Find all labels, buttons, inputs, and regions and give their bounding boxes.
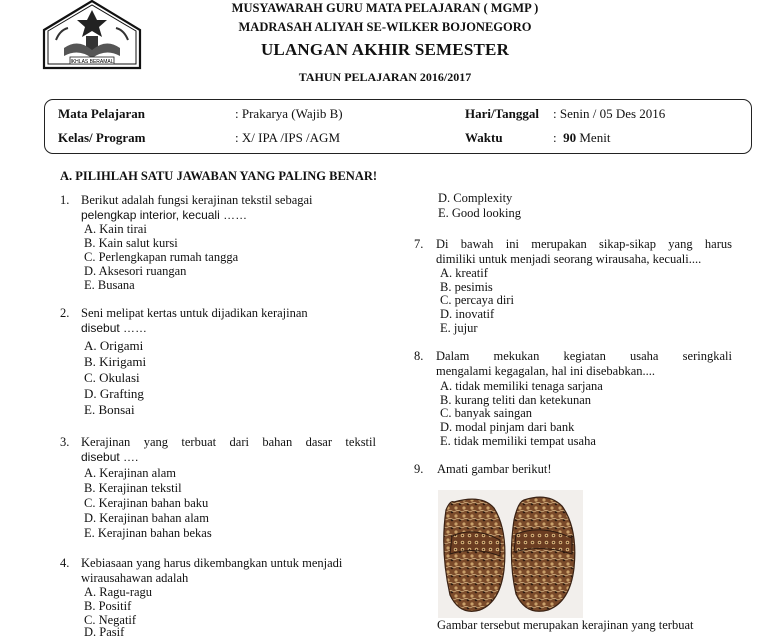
answer-option: E. Busana xyxy=(84,278,135,292)
answer-option: D. Complexity xyxy=(438,191,513,205)
question-text: disebut …. xyxy=(81,450,139,464)
question-text: Amati gambar berikut! xyxy=(437,462,552,476)
question-text: Dalam mekukan kegiatan usaha seringkali xyxy=(436,349,732,363)
academic-year: TAHUN PELAJARAN 2016/2017 xyxy=(298,70,472,84)
answer-option: D. Pasif xyxy=(84,625,125,639)
day-date-label: Hari/Tanggal xyxy=(465,106,539,121)
answer-option: C. banyak saingan xyxy=(440,406,532,420)
answer-option: A. kreatif xyxy=(440,266,488,280)
answer-option: C. Okulasi xyxy=(84,370,140,385)
answer-option: B. pesimis xyxy=(440,280,493,294)
header-madrasah: MADRASAH ALIYAH SE-WILKER BOJONEGORO xyxy=(238,20,532,34)
answer-option: B. Kirigami xyxy=(84,354,147,369)
answer-option: D. Grafting xyxy=(84,386,144,401)
question-text: Kerajinan yang terbuat dari bahan dasar tekstil xyxy=(81,435,376,449)
answer-option: C. Kerajinan bahan baku xyxy=(84,496,209,510)
logo-caption: IKHLAS BERAMAL xyxy=(70,59,114,65)
kemenag-logo xyxy=(34,0,150,72)
question-text: Seni melipat kertas untuk dijadikan kerajinan xyxy=(81,306,308,320)
question-number: 2. xyxy=(60,306,70,320)
header-mgmp: MUSYAWARAH GURU MATA PELAJARAN ( MGMP ) xyxy=(231,1,539,15)
day-date-value: : Senin / 05 Des 2016 xyxy=(553,106,666,121)
answer-option: D. modal pinjam dari bank xyxy=(440,420,575,434)
time-label: Waktu xyxy=(465,130,503,145)
answer-option: A. Origami xyxy=(84,338,144,353)
question-text: wirausahawan adalah xyxy=(81,571,189,585)
question-text: pelengkap interior, kecuali …… xyxy=(81,208,248,222)
answer-option: A. Kain tirai xyxy=(84,222,147,236)
answer-option: D. Kerajinan bahan alam xyxy=(84,511,209,525)
class-label: Kelas/ Program xyxy=(58,130,146,145)
question-number: 3. xyxy=(60,435,70,449)
question-text: Di bawah ini merupakan sikap-sikap yang harus xyxy=(436,237,732,251)
answer-option: C. Negatif xyxy=(84,613,137,627)
question-number: 7. xyxy=(414,237,424,251)
answer-option: E. tidak memiliki tempat usaha xyxy=(440,434,596,448)
answer-option: A. tidak memiliki tenaga sarjana xyxy=(440,379,603,393)
question-text: dimiliki untuk menjadi seorang wirausaha, kecuali.... xyxy=(436,252,702,266)
answer-option: E. Kerajinan bahan bekas xyxy=(84,526,212,540)
subject-value: : Prakarya (Wajib B) xyxy=(235,106,343,121)
question-number: 8. xyxy=(414,349,424,363)
question-text: disebut …… xyxy=(81,321,148,335)
section-title: A. PILIHLAH SATU JAWABAN YANG PALING BENAR! xyxy=(60,169,378,183)
answer-option: D. inovatif xyxy=(440,307,495,321)
answer-option: A. Kerajinan alam xyxy=(84,466,176,480)
question-text: mengalami kegagalan, hal ini disebabkan.... xyxy=(436,364,656,378)
answer-option: C. percaya diri xyxy=(440,293,514,307)
answer-option: B. Positif xyxy=(84,599,132,613)
answer-option: B. Kerajinan tekstil xyxy=(84,481,182,495)
question-number: 4. xyxy=(60,556,70,570)
question-number: 9. xyxy=(414,462,424,476)
batik-sandals-image xyxy=(438,490,583,618)
exam-info-box xyxy=(44,99,752,154)
exam-title: ULANGAN AKHIR SEMESTER xyxy=(260,40,510,59)
answer-option: B. Kain salut kursi xyxy=(84,236,178,250)
answer-option: C. Perlengkapan rumah tangga xyxy=(84,250,239,264)
answer-option: E. jujur xyxy=(440,321,478,335)
class-value: : X/ IPA /IPS /AGM xyxy=(235,130,340,145)
answer-option: D. Aksesori ruangan xyxy=(84,264,187,278)
question-text: Gambar tersebut merupakan kerajinan yang terbuat xyxy=(437,618,694,632)
answer-option: E. Bonsai xyxy=(84,402,135,417)
question-text: Berikut adalah fungsi kerajinan tekstil sebagai xyxy=(81,193,313,207)
answer-option: B. kurang teliti dan ketekunan xyxy=(440,393,592,407)
subject-label: Mata Pelajaran xyxy=(58,106,146,121)
time-value: : 90 Menit xyxy=(553,130,611,145)
question-text: Kebiasaan yang harus dikembangkan untuk menjadi xyxy=(81,556,343,570)
answer-option: E. Good looking xyxy=(438,206,521,220)
question-number: 1. xyxy=(60,193,70,207)
answer-option: A. Ragu-ragu xyxy=(84,585,153,599)
